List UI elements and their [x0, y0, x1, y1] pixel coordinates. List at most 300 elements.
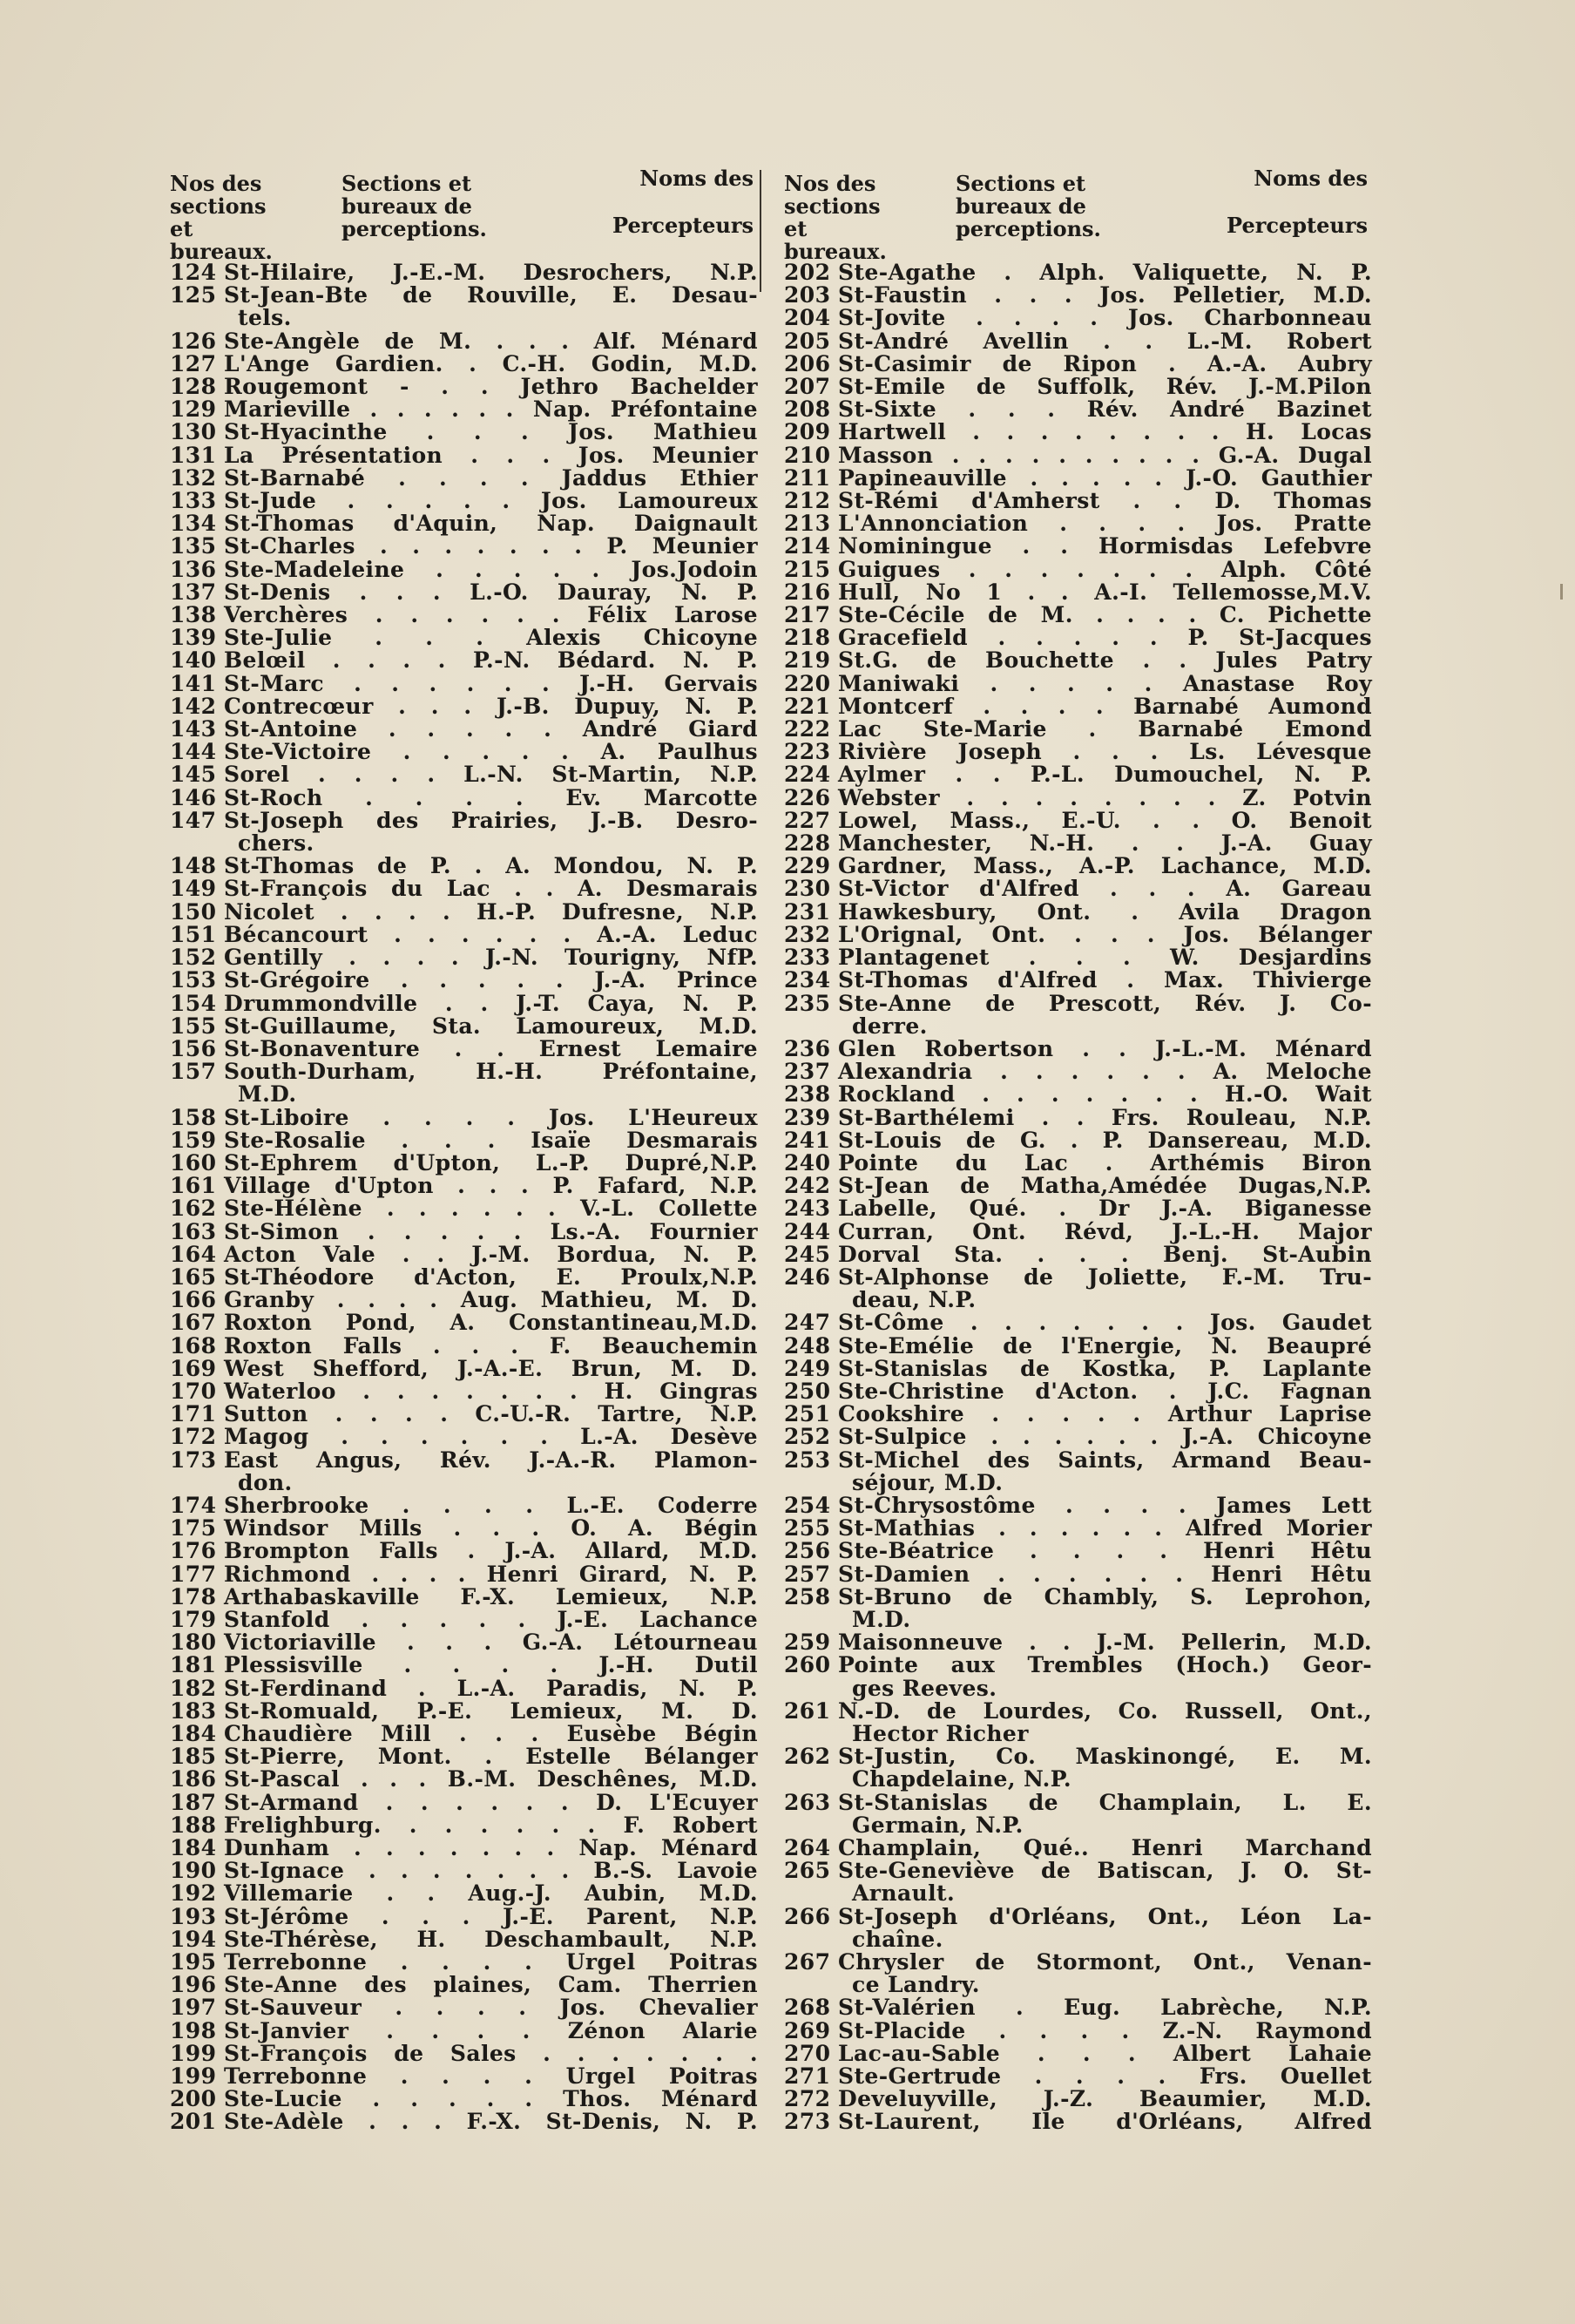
section-entry-text: St-Louis de G. . P. Dansereau, M.D. — [838, 1127, 1372, 1153]
entry-continuation: ce Landry. — [852, 1972, 980, 1998]
section-number: 272 — [784, 2086, 831, 2112]
section-number: 127 — [170, 350, 217, 376]
list-item — [784, 990, 1372, 1016]
list-item — [784, 1449, 1372, 1472]
section-number: 172 — [170, 1424, 217, 1450]
section-number: 239 — [784, 1104, 831, 1130]
entry-continuation: séjour, M.D. — [852, 1469, 1004, 1495]
list-item — [170, 581, 758, 604]
section-number: 184 — [170, 1835, 217, 1861]
section-entry-text: Chaudière Mill . . . Eusèbe Bégin — [224, 1721, 758, 1746]
list-item — [170, 350, 758, 376]
section-number: 259 — [784, 1630, 831, 1656]
list-item — [784, 464, 1372, 491]
list-item — [784, 556, 1372, 582]
list-item — [784, 1060, 1372, 1083]
section-entry-text: Ste-Madeleine . . . . . Jos.Jodoin — [224, 556, 758, 582]
list-item — [784, 444, 1372, 467]
list-item — [170, 670, 758, 696]
list-item — [784, 921, 1372, 947]
section-number: 177 — [170, 1561, 217, 1587]
list-item — [170, 261, 758, 284]
list-item — [170, 2088, 758, 2111]
section-entry-text: Ste-Cécile de M. . . . . C. Pichette — [838, 602, 1372, 628]
list-item — [170, 1563, 758, 1586]
list-item — [170, 1631, 758, 1654]
section-number: 186 — [170, 1766, 217, 1792]
section-entry-text: St-Hyacinthe . . . Jos. Mathieu — [224, 419, 758, 445]
section-entry-text: St-Jovite . . . . Jos. Charbonneau — [838, 305, 1372, 331]
section-number: 238 — [784, 1081, 831, 1108]
section-entry-text: Villemarie . . Aug.-J. Aubin, M.D. — [224, 1880, 758, 1907]
section-entry-text: Richmond . . . . Henri Girard, N. P. — [224, 1561, 758, 1587]
list-item — [784, 1218, 1372, 1244]
column-header — [170, 166, 758, 264]
section-number: 179 — [170, 1606, 217, 1632]
entry-continuation: Arnault. — [852, 1880, 956, 1907]
section-number: 245 — [784, 1241, 831, 1267]
section-number: 153 — [170, 967, 217, 993]
list-item — [784, 1745, 1372, 1768]
list-item — [170, 1723, 758, 1745]
section-number: 215 — [784, 556, 831, 582]
section-entry-text: St-Valérien . Eug. Labrèche, N.P. — [838, 1995, 1372, 2021]
list-item — [170, 1654, 758, 1677]
list-item — [784, 421, 1372, 444]
section-entry-text: St-Faustin . . . Jos. Pelletier, M.D. — [838, 282, 1372, 308]
section-number: 136 — [170, 556, 217, 582]
column-header — [784, 166, 1372, 264]
section-entry-text: South-Durham, H.-H. Préfontaine, — [224, 1059, 758, 1085]
section-number: 262 — [784, 1744, 831, 1770]
list-item — [170, 1860, 758, 1882]
section-entry-text: N.-D. de Lourdes, Co. Russell, Ont., — [838, 1697, 1372, 1724]
list-item — [170, 718, 758, 741]
section-entry-text: Sutton . . . . C.-U.-R. Tartre, N.P. — [224, 1401, 758, 1427]
section-entry-text: Sorel . . . . L.-N. St-Martin, N.P. — [224, 762, 758, 788]
list-item — [784, 1266, 1372, 1289]
list-item — [170, 784, 758, 810]
list-item — [170, 1426, 758, 1448]
list-item — [784, 2088, 1372, 2111]
section-number: 229 — [784, 853, 831, 879]
list-item — [170, 421, 758, 444]
section-entry-text: St-Laurent, Ile d'Orléans, Alfred — [838, 2109, 1372, 2135]
section-entry-text: Contrecœur . . . J.-B. Dupuy, N. P. — [224, 693, 758, 719]
list-item — [784, 535, 1372, 558]
list-item — [170, 1243, 758, 1266]
list-item — [170, 1197, 758, 1220]
section-entry-text: St-Théodore d'Acton, E. Proulx,N.P. — [224, 1264, 758, 1290]
section-entry-text: Roxton Falls . . . F. Beauchemin — [224, 1332, 758, 1358]
section-number: 125 — [170, 282, 217, 308]
section-entry-text: Cookshire . . . . . Arthur Laprise — [838, 1401, 1372, 1427]
section-entry-text: St-Marc . . . . . . J.-H. Gervais — [224, 670, 758, 696]
section-number: 147 — [170, 807, 217, 833]
list-item — [784, 784, 1372, 810]
list-item — [784, 398, 1372, 421]
entry-continuation: Hector Richer — [852, 1721, 1029, 1746]
section-number: 246 — [784, 1264, 831, 1290]
list-item — [170, 1403, 758, 1426]
section-entry-text: Ste-Emélie de l'Energie, N. Beaupré — [838, 1332, 1372, 1358]
section-number: 199 — [170, 2040, 217, 2066]
section-number: 214 — [784, 533, 831, 559]
section-entry-text: Brompton Falls . J.-A. Allard, M.D. — [224, 1538, 758, 1564]
list-item — [170, 330, 758, 353]
page-edge-mark — [1560, 584, 1563, 600]
list-item — [170, 444, 758, 467]
section-entry-text: St-Pierre, Mont. . Estelle Bélanger — [224, 1744, 758, 1770]
section-entry-text: Webster . . . . . . . . Z. Potvin — [838, 784, 1372, 810]
section-number: 152 — [170, 945, 217, 971]
list-item — [170, 1583, 758, 1609]
list-item — [170, 535, 758, 558]
entry-continuation: M.D. — [852, 1606, 911, 1632]
section-number: 200 — [170, 2086, 217, 2112]
header-collector-names: Noms des — [639, 166, 754, 191]
section-number: 208 — [784, 396, 831, 423]
section-number: 144 — [170, 739, 217, 765]
section-number: 132 — [170, 464, 217, 491]
section-number: 265 — [784, 1858, 831, 1884]
section-number: 182 — [170, 1675, 217, 1701]
section-number: 148 — [170, 853, 217, 879]
section-number: 142 — [170, 693, 217, 719]
list-item — [784, 649, 1372, 672]
section-entry-text: St-Ferdinand . L.-A. Paradis, N. P. — [224, 1675, 758, 1701]
section-number: 228 — [784, 830, 831, 857]
list-item — [784, 1129, 1372, 1152]
list-item — [170, 1606, 758, 1632]
section-number: 140 — [170, 647, 217, 674]
section-number: 204 — [784, 305, 831, 331]
section-entry-text: Nominingue . . Hormisdas Lefebvre — [838, 533, 1372, 559]
list-item — [170, 741, 758, 763]
header-section-numbers: Nos des sections et bureaux. — [784, 171, 887, 264]
list-item — [170, 556, 758, 582]
list-item — [170, 490, 758, 512]
list-item — [170, 512, 758, 535]
section-number: 230 — [784, 876, 831, 902]
list-item — [170, 1015, 758, 1038]
section-entry-text: St.G. de Bouchette . . Jules Patry — [838, 647, 1372, 674]
list-item — [784, 1149, 1372, 1176]
list-item — [170, 1060, 758, 1083]
section-entry-text: St-Jean de Matha,Amédée Dugas,N.P. — [838, 1173, 1372, 1199]
list-item — [170, 969, 758, 992]
column-divider — [760, 170, 761, 292]
section-number: 155 — [170, 1013, 217, 1039]
section-number: 227 — [784, 807, 831, 833]
section-number: 264 — [784, 1835, 831, 1861]
list-item — [784, 1175, 1372, 1197]
section-entry-text: Belœil . . . . P.-N. Bédard. N. P. — [224, 647, 758, 674]
section-number: 170 — [170, 1378, 217, 1404]
section-entry-text: St-Emile de Suffolk, Rév. J.-M.Pilon — [838, 374, 1372, 400]
list-item — [784, 1311, 1372, 1334]
section-number: 270 — [784, 2040, 831, 2066]
entry-continuation: ges Reeves. — [852, 1675, 997, 1701]
list-item — [784, 807, 1372, 833]
section-number: 199 — [170, 2063, 217, 2090]
section-entry-text: Ste-Hélène . . . . . . V.-L. Collette — [224, 1196, 758, 1222]
section-number: 251 — [784, 1401, 831, 1427]
entry-list — [784, 261, 1372, 2134]
section-entry-text: St-Jude . . . . . Jos. Lamoureux — [224, 488, 758, 514]
section-number: 194 — [170, 1926, 217, 1952]
section-entry-text: Marieville . . . . . . Nap. Préfontaine — [224, 396, 758, 423]
section-entry-text: Stanfold . . . . . J.-E. Lachance — [224, 1606, 758, 1632]
section-number: 269 — [784, 2017, 831, 2043]
section-entry-text: St-Damien . . . . . . Henri Hêtu — [838, 1561, 1372, 1587]
header-collectors: Percepteurs — [612, 213, 754, 238]
list-item — [784, 1426, 1372, 1448]
section-number: 151 — [170, 921, 217, 947]
section-number: 185 — [170, 1744, 217, 1770]
list-item — [784, 1494, 1372, 1517]
list-item — [784, 261, 1372, 284]
section-number: 237 — [784, 1059, 831, 1085]
list-item — [170, 2111, 758, 2133]
list-item — [784, 1789, 1372, 1815]
list-item — [784, 1996, 1372, 2019]
section-entry-text: Aylmer . . P.-L. Dumouchel, N. P. — [838, 762, 1372, 788]
section-entry-text: Terrebonne . . . . Urgel Poitras — [224, 2063, 758, 2090]
entry-continuation: Germain, N.P. — [852, 1812, 1024, 1838]
entry-continuation: chers. — [238, 830, 314, 857]
section-number: 268 — [784, 1995, 831, 2021]
section-number: 257 — [784, 1561, 831, 1587]
list-item — [784, 284, 1372, 307]
section-entry-text: Ste-Anne des plaines, Cam. Therrien — [224, 1972, 758, 1998]
entry-continuation: Chapdelaine, N.P. — [852, 1766, 1071, 1792]
section-number: 252 — [784, 1424, 831, 1450]
section-entry-text: Ste-Rosalie . . . Isaïe Desmarais — [224, 1127, 758, 1153]
section-number: 187 — [170, 1789, 217, 1815]
section-entry-text: Magog . . . . . . L.-A. Desève — [224, 1424, 758, 1450]
section-entry-text: St-Pascal . . . B.-M. Deschênes, M.D. — [224, 1766, 758, 1792]
section-entry-text: Bécancourt . . . . . . A.-A. Leduc — [224, 921, 758, 947]
section-number: 150 — [170, 898, 217, 925]
right-column — [784, 166, 1372, 2134]
section-entry-text: Plessisville . . . . J.-H. Dutil — [224, 1652, 758, 1678]
section-entry-text: Gracefield . . . . . P. St-Jacques — [838, 625, 1372, 651]
section-entry-text: St-Barthélemi . . Frs. Rouleau, N.P. — [838, 1104, 1372, 1130]
section-entry-text: St-Bonaventure . . Ernest Lemaire — [224, 1035, 758, 1061]
section-number: 138 — [170, 602, 217, 628]
section-entry-text: Sherbrooke . . . . L.-E. Coderre — [224, 1492, 758, 1518]
list-item — [170, 1951, 758, 1974]
entry-continuation: tels. — [238, 305, 292, 331]
section-entry-text: Windsor Mills . . . O. A. Bégin — [224, 1515, 758, 1541]
list-item — [170, 898, 758, 925]
section-entry-text: Roxton Pond, A. Constantineau,M.D. — [224, 1310, 758, 1336]
list-item — [170, 1129, 758, 1152]
section-entry-text: St-Romuald, P.-E. Lemieux, M. D. — [224, 1697, 758, 1724]
section-number: 202 — [784, 260, 831, 285]
section-number: 247 — [784, 1310, 831, 1336]
section-entry-text: Dunham . . . . . . . Nap. Ménard — [224, 1835, 758, 1861]
section-number: 178 — [170, 1583, 217, 1609]
section-entry-text: Frelighburg. . . . . . . F. Robert — [224, 1812, 758, 1838]
section-number: 129 — [170, 396, 217, 423]
section-entry-text: Champlain, Qué.. Henri Marchand — [838, 1835, 1372, 1861]
section-entry-text: Chrysler de Stormont, Ont., Venan- — [838, 1949, 1372, 1975]
section-entry-text: St-Victor d'Alfred . . . A. Gareau — [838, 876, 1372, 902]
section-number: 137 — [170, 579, 217, 605]
section-number: 190 — [170, 1858, 217, 1884]
section-entry-text: Pointe du Lac . Arthémis Biron — [838, 1149, 1372, 1176]
section-entry-text: Papineauville . . . . . J.-O. Gauthier — [838, 464, 1372, 491]
section-entry-text: St-Alphonse de Joliette, F.-M. Tru- — [838, 1264, 1372, 1290]
section-number: 234 — [784, 967, 831, 993]
section-entry-text: St-Chrysostôme . . . . James Lett — [838, 1492, 1372, 1518]
section-entry-text: St-Ephrem d'Upton, L.-P. Dupré,N.P. — [224, 1149, 758, 1176]
list-item — [784, 1380, 1372, 1403]
section-entry-text: St-Roch . . . . Ev. Marcotte — [224, 784, 758, 810]
list-item — [170, 1768, 758, 1791]
section-entry-text: West Shefford, J.-A.-E. Brun, M. D. — [224, 1355, 758, 1381]
section-entry-text: Terrebonne . . . . Urgel Poitras — [224, 1949, 758, 1975]
section-number: 222 — [784, 716, 831, 742]
section-entry-text: Ste-Julie . . . Alexis Chicoyne — [224, 625, 758, 651]
list-item — [784, 1860, 1372, 1882]
section-entry-text: St-François de Sales . . . . . . . — [224, 2040, 758, 2066]
section-entry-text: St-Justin, Co. Maskinongé, E. M. — [838, 1744, 1372, 1770]
section-entry-text: Ste-Thérèse, H. Deschambault, N.P. — [224, 1926, 758, 1952]
section-number: 216 — [784, 579, 831, 605]
list-item — [170, 2017, 758, 2043]
section-number: 161 — [170, 1173, 217, 1199]
section-number: 159 — [170, 1127, 217, 1153]
section-entry-text: St-Denis . . . L.-O. Dauray, N. P. — [224, 579, 758, 605]
section-number: 124 — [170, 260, 217, 285]
list-item — [170, 1494, 758, 1517]
section-number: 232 — [784, 921, 831, 947]
section-number: 256 — [784, 1538, 831, 1564]
section-number: 163 — [170, 1218, 217, 1244]
list-item — [784, 350, 1372, 376]
section-number: 267 — [784, 1949, 831, 1975]
section-number: 143 — [170, 716, 217, 742]
section-number: 195 — [170, 1949, 217, 1975]
list-item — [170, 1697, 758, 1724]
section-entry-text: Hartwell . . . . . . . . H. Locas — [838, 419, 1372, 445]
left-column — [170, 166, 758, 2134]
section-number: 168 — [170, 1332, 217, 1358]
section-entry-text: Nicolet . . . . H.-P. Dufresne, N.P. — [224, 898, 758, 925]
section-number: 131 — [170, 442, 217, 468]
list-item — [170, 1266, 758, 1289]
list-item — [784, 1583, 1372, 1609]
list-item — [170, 1289, 758, 1311]
section-number: 250 — [784, 1378, 831, 1404]
section-number: 218 — [784, 625, 831, 651]
section-entry-text: Ste-Agathe . Alph. Valiquette, N. P. — [838, 260, 1372, 285]
section-entry-text: Ste-Victoire . . . . . A. Paulhus — [224, 739, 758, 765]
section-number: 193 — [170, 1903, 217, 1929]
list-item — [170, 464, 758, 491]
section-entry-text: Verchères . . . . . . Félix Larose — [224, 602, 758, 628]
section-entry-text: St-Guillaume, Sta. Lamoureux, M.D. — [224, 1013, 758, 1039]
list-item — [784, 670, 1372, 696]
list-item — [170, 1035, 758, 1061]
section-number: 201 — [170, 2109, 217, 2135]
list-item — [784, 1903, 1372, 1929]
list-item — [170, 1789, 758, 1815]
section-number: 167 — [170, 1310, 217, 1336]
section-number: 126 — [170, 328, 217, 354]
list-item — [784, 898, 1372, 925]
list-item — [784, 512, 1372, 535]
section-entry-text: St-Janvier . . . . Zénon Alarie — [224, 2017, 758, 2043]
list-item — [170, 877, 758, 900]
section-entry-text: Rougemont - . . Jethro Bachelder — [224, 374, 758, 400]
section-number: 197 — [170, 1995, 217, 2021]
section-entry-text: Drummondville . . J.-T. Caya, N. P. — [224, 990, 758, 1016]
section-number: 141 — [170, 670, 217, 696]
section-entry-text: Labelle, Qué. . Dr J.-A. Biganesse — [838, 1196, 1372, 1222]
section-entry-text: St-Mathias . . . . . . Alfred Morier — [838, 1515, 1372, 1541]
list-item — [784, 877, 1372, 900]
list-item — [170, 1928, 758, 1951]
section-entry-text: St-Charles . . . . . . . P. Meunier — [224, 533, 758, 559]
section-entry-text: St-Hilaire, J.-E.-M. Desrochers, N.P. — [224, 260, 758, 285]
section-number: 188 — [170, 1812, 217, 1838]
list-item — [170, 604, 758, 627]
section-entry-text: Masson . . . . . . . . . . G.-A. Dugal — [838, 442, 1372, 468]
section-entry-text: St-Joseph des Prairies, J.-B. Desro- — [224, 807, 758, 833]
section-entry-text: Village d'Upton . . . P. Fafard, N.P. — [224, 1173, 758, 1199]
section-number: 176 — [170, 1538, 217, 1564]
list-item — [784, 627, 1372, 649]
section-number: 166 — [170, 1287, 217, 1313]
section-entry-text: Ste-Geneviève de Batiscan, J. O. St- — [838, 1858, 1372, 1884]
section-entry-text: Glen Robertson . . J.-L.-M. Ménard — [838, 1035, 1372, 1061]
section-entry-text: St-Stanislas de Champlain, L. E. — [838, 1789, 1372, 1815]
section-number: 180 — [170, 1630, 217, 1656]
section-number: 220 — [784, 670, 831, 696]
list-item — [170, 695, 758, 718]
entry-continuation: deau, N.P. — [852, 1287, 977, 1313]
header-collector-names: Noms des — [1254, 166, 1368, 191]
section-entry-text: Arthabaskaville F.-X. Lemieux, N.P. — [224, 1583, 758, 1609]
section-number: 233 — [784, 945, 831, 971]
section-number: 196 — [170, 1972, 217, 1998]
section-entry-text: St-Ignace . . . . . . . B.-S. Lavoie — [224, 1858, 758, 1884]
section-number: 221 — [784, 693, 831, 719]
header-collectors: Percepteurs — [1227, 213, 1368, 238]
list-item — [170, 1449, 758, 1472]
section-entry-text: St-Michel des Saints, Armand Beau- — [838, 1447, 1372, 1473]
list-item — [784, 718, 1372, 741]
list-item — [784, 1540, 1372, 1562]
section-entry-text: Rivière Joseph . . . Ls. Lévesque — [838, 739, 1372, 765]
section-number: 244 — [784, 1218, 831, 1244]
section-entry-text: St-Jean-Bte de Rouville, E. Desau- — [224, 282, 758, 308]
section-number: 243 — [784, 1196, 831, 1222]
entry-continuation: chaîne. — [852, 1926, 943, 1952]
list-item — [784, 1563, 1372, 1586]
section-entry-text: St-Sixte . . . Rév. André Bazinet — [838, 396, 1372, 423]
section-number: 192 — [170, 1880, 217, 1907]
list-item — [784, 376, 1372, 398]
section-number: 130 — [170, 419, 217, 445]
section-entry-text: St-Sauveur . . . . Jos. Chevalier — [224, 1995, 758, 2021]
header-section-numbers: Nos des sections et bureaux. — [170, 171, 273, 264]
section-number: 213 — [784, 511, 831, 537]
